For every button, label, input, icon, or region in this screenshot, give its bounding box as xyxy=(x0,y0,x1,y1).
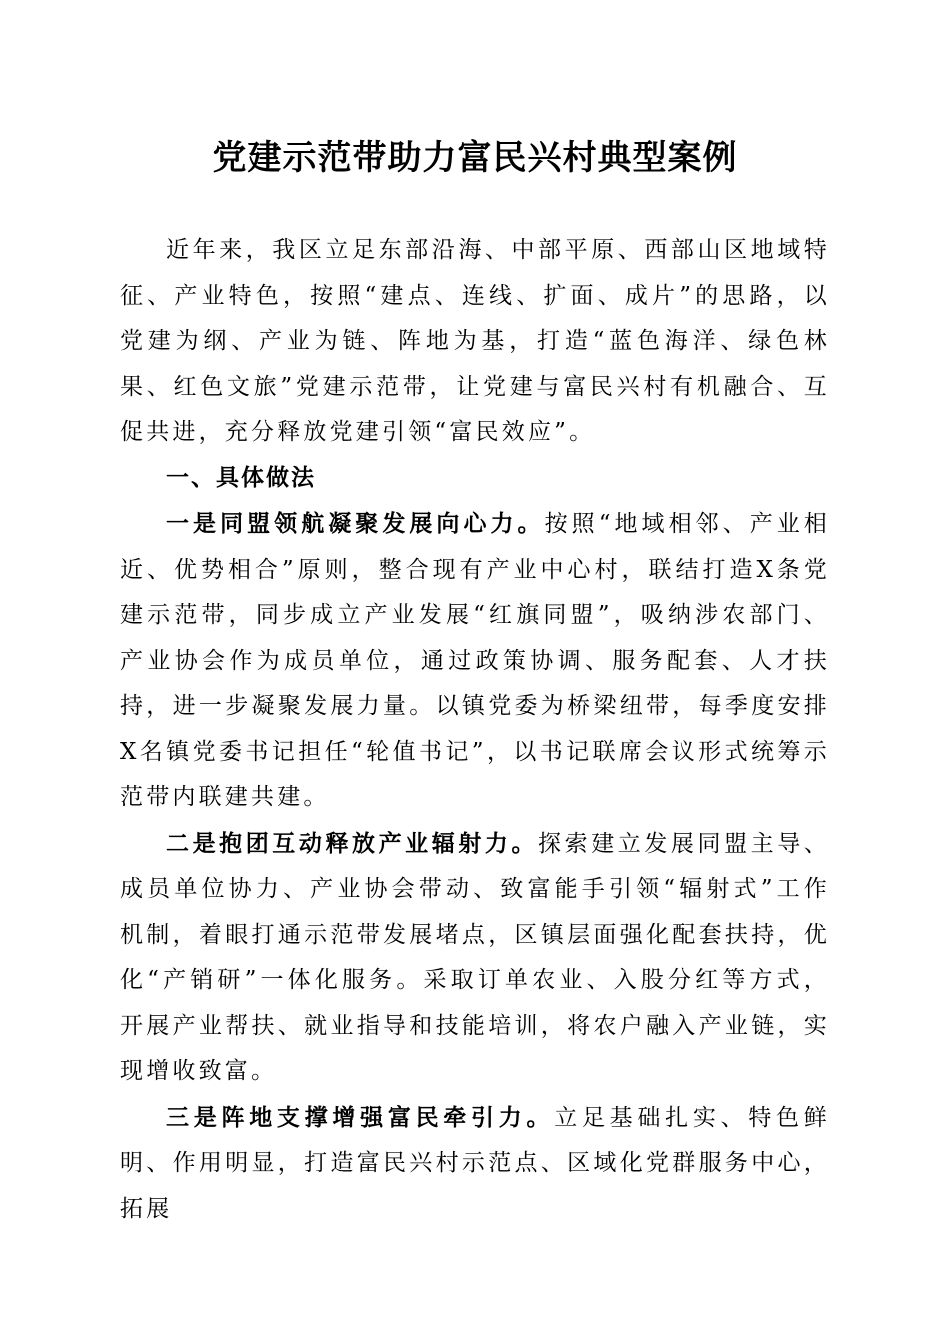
practice-paragraph-2 xyxy=(120,821,830,1095)
document-body xyxy=(120,228,830,1232)
intro-paragraph: 近年来，我区立足东部沿海、中部平原、西部山区地域特征、产业特色，按照“建点、连线、扩面、成片”的思路，以党建为纲、产业为链、阵地为基，打造“蓝色海洋、绿色林果、红色文旅”党建示范带，让党建与富民兴村有机融合、互促共进，充分释放党建引领“富民效应”。 xyxy=(120,237,830,445)
paragraph-text: 按照“地域相邻、产业相近、优势相合”原则，整合现有产业中心村，联结打造X条党建示范带，同步成立产业发展“红旗同盟”，吸纳涉农部门、产业协会作为成员单位，通过政策协调、服务配套、人才扶持，进一步凝聚发展力量。以镇党委为桥梁纽带，每季度安排X名镇党委书记担任“轮值书记”，以书记联席会议形式统筹示范带内联建共建。 xyxy=(120,511,830,810)
paragraph-lead: 三是阵地支撑增强富民牵引力。 xyxy=(166,1103,555,1131)
paragraph-text: 探索建立发展同盟主导、成员单位协力、产业协会带动、致富能手引领“辐射式”工作机制，着眼打通示范带发展堵点，区镇层面强化配套扶持，优化“产销研”一体化服务。采取订单农业、入股分红等方式，开展产业帮扶、就业指导和技能培训，将农户融入产业链，实现增收致富。 xyxy=(120,830,830,1084)
document-title: 党建示范带助力富民兴村典型案例 xyxy=(212,138,738,178)
paragraph-lead: 二是抱团互动释放产业辐射力。 xyxy=(166,829,539,857)
section-heading: 一、具体做法 xyxy=(166,464,316,491)
paragraph-lead: 一是同盟领航凝聚发展向心力。 xyxy=(166,510,545,537)
practice-paragraph-1 xyxy=(120,501,830,821)
practice-paragraph-3 xyxy=(120,1095,830,1233)
paragraph-text: 立足基础扎实、特色鲜明、作用明显，打造富民兴村示范点、区域化党群服务中心，拓展 xyxy=(120,1104,830,1222)
